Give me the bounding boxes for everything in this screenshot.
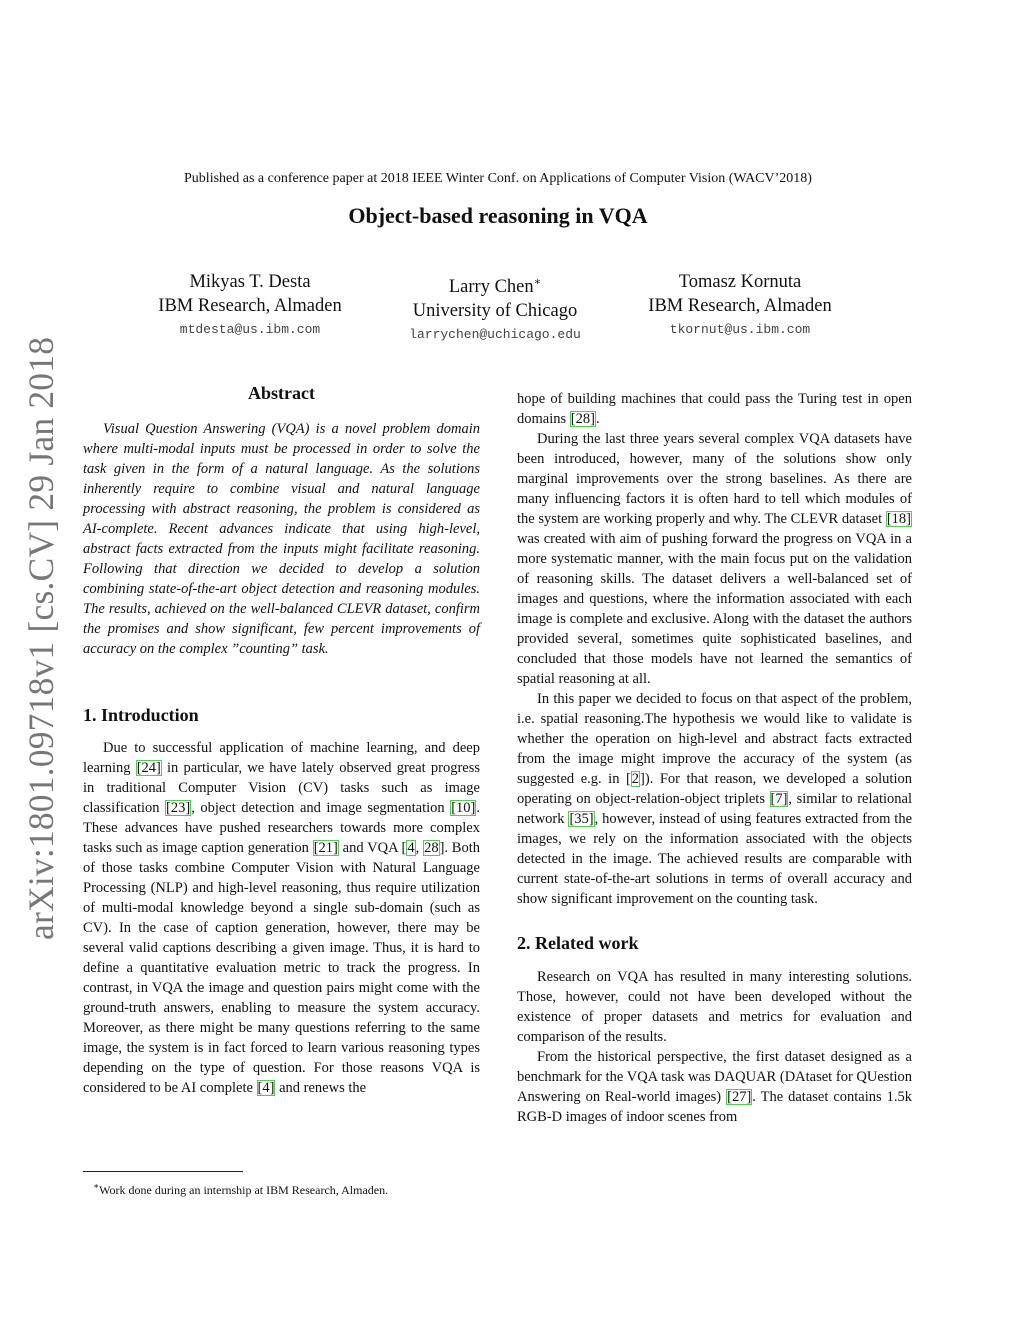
author-2 [375, 270, 615, 342]
citation-link[interactable]: [28] [570, 411, 595, 427]
author-3 [620, 270, 860, 342]
intro-paragraph-2: During the last three years several complex VQA datasets have been introduced, however, many of the solutions show only marginal improvements over the strong baselines. As there are many influencing factors it is often hard to tell which modules of the system are working properly and why. The CLEVR dataset [18] was created with aim of pushing forward the progress on VQA in a more systematic manner, with the main focus put on the validation of reasoning skills. The dataset delivers a well-balanced set of images and questions, where the information associated with each image is complete and exclusive. Along with the dataset the authors provided several, sometimes quite sophisticated baselines, and concluded that those models have not learned the semantics of spatial reasoning at all. [517, 431, 912, 687]
author-name: Mikyas T. Desta [189, 272, 311, 292]
author-email[interactable]: larrychen@uchicago.edu [409, 327, 581, 343]
related-paragraph-1: Research on VQA has resulted in many interesting solutions. Those, however, could not have been developed without the existence of proper datasets and metrics for evaluation and comparison of the results. [517, 969, 912, 1045]
related-paragraph-2: From the historical perspective, the first dataset designed as a benchmark for the VQA task was DAQUAR (DAtaset for QUestion Answering on Real-world images) [27]. The dataset contains 1.5k RGB-D images of indoor scenes from [517, 1049, 912, 1125]
citation-link[interactable]: 2 [631, 771, 640, 787]
footnote-mark[interactable]: ∗ [533, 276, 542, 288]
citation-link[interactable]: 28 [424, 840, 439, 856]
citation-link[interactable]: [21] [313, 840, 338, 856]
author-affiliation: IBM Research, Almaden [158, 296, 342, 316]
citation-link[interactable]: [27] [727, 1089, 752, 1105]
intro-paragraph-1: Due to successful application of machine learning, and deep learning [24] in particular, we have lately observed great progress in traditional Computer Vision (CV) tasks such as image classification [23], object detection and image segmentation [10]. These advances have pushed researchers towards more complex tasks such as image caption generation [21] and VQA [4, 28]. Both of those tasks combine Computer Vision with Natural Language Processing (NLP) and high-level reasoning, thus require utilization of multi-modal knowledge beyond a single sub-domain (such as CV). In the case of caption generation, however, there may be several valid captions describing a given image. Thus, it is hard to define a quantitative evaluation metric to track the progress. In contrast, in VQA the image and question pairs might come with the ground-truth answers, enabling to measure the system accuracy. Moreover, as there might be many questions referring to the same image, the system is in fact forced to learn various reasoning types depending on the type of question. For those reasons VQA is considered to be AI complete [4] and renews the [83, 740, 481, 1096]
citation-link[interactable]: [35] [569, 811, 594, 827]
citation-link[interactable]: [18] [886, 511, 911, 527]
abstract-text: Visual Question Answering (VQA) is a novel problem domain where multi-modal inputs must be processed in order to solve the task given in the form of a natural language. As the solutions inherently require to combine visual and natural language processing with abstract reasoning, the problem is considered as AI-complete. Recent advances indicate that using high-level, abstract facts extracted from the inputs might facilitate reasoning. Following that direction we decided to develop a solution combining state-of-the-art object detection and reasoning modules. The results, achieved on the well-balanced CLEVR dataset, confirm the promises and show significant, few percent improvements of accuracy on the complex ”counting” task. [83, 421, 480, 657]
author-email[interactable]: mtdesta@us.ibm.com [179, 322, 321, 337]
abstract-heading: Abstract [248, 383, 315, 403]
author-affiliation: IBM Research, Almaden [648, 296, 832, 316]
author-name: Tomasz Kornuta [678, 272, 802, 292]
author-block [130, 270, 860, 342]
intro-paragraph-3: In this paper we decided to focus on that aspect of the problem, i.e. spatial reasoning.The hypothesis we would like to validate is whether the operation on high-level and abstract facts extracted from the image might improve the accuracy of the system (as suggested e.g. in [2]). For that reason, we developed a solution operating on object-relation-object triplets [7], similar to relational network [35], however, instead of using features extracted from the images, we rely on the information associated with the objects detected in the image. The achieved results are comparable with current state-of-the-art solutions in terms of overall accuracy and show significant improvement on the counting task. [517, 691, 913, 907]
author-email[interactable]: tkornut@us.ibm.com [669, 322, 811, 337]
citation-link[interactable]: [24] [136, 760, 161, 776]
introduction-heading: 1. Introduction [83, 705, 199, 725]
author-1 [130, 270, 370, 342]
left-column [83, 383, 480, 1098]
related-work-heading: 2. Related work [517, 933, 639, 953]
author-affiliation: University of Chicago [412, 301, 578, 322]
conference-note: Published as a conference paper at 2018 IEEE Winter Conf. on Applications of Computer Vision (WACV’2018) [184, 171, 812, 186]
footnote-mark: ∗ [93, 1181, 100, 1191]
citation-link[interactable]: [10] [451, 800, 476, 816]
intro-paragraph-1-continued: hope of building machines that could pass the Turing test in open domains [28]. [517, 391, 912, 427]
footnote-rule [83, 1171, 243, 1172]
footnote [93, 1178, 388, 1198]
citation-link[interactable]: [7] [770, 791, 788, 807]
citation-link[interactable]: [4] [257, 1080, 275, 1096]
arxiv-identifier: arXiv:1801.09718v1 [cs.CV] 29 Jan 2018 [21, 336, 61, 940]
right-column [517, 389, 912, 1127]
paper-title: Object-based reasoning in VQA [348, 203, 648, 228]
author-name: Larry Chen [448, 277, 534, 298]
footnote-text: Work done during an internship at IBM Research, Almaden. [99, 1183, 389, 1197]
citation-link[interactable]: 4 [407, 840, 415, 856]
citation-link[interactable]: [23] [166, 800, 191, 816]
